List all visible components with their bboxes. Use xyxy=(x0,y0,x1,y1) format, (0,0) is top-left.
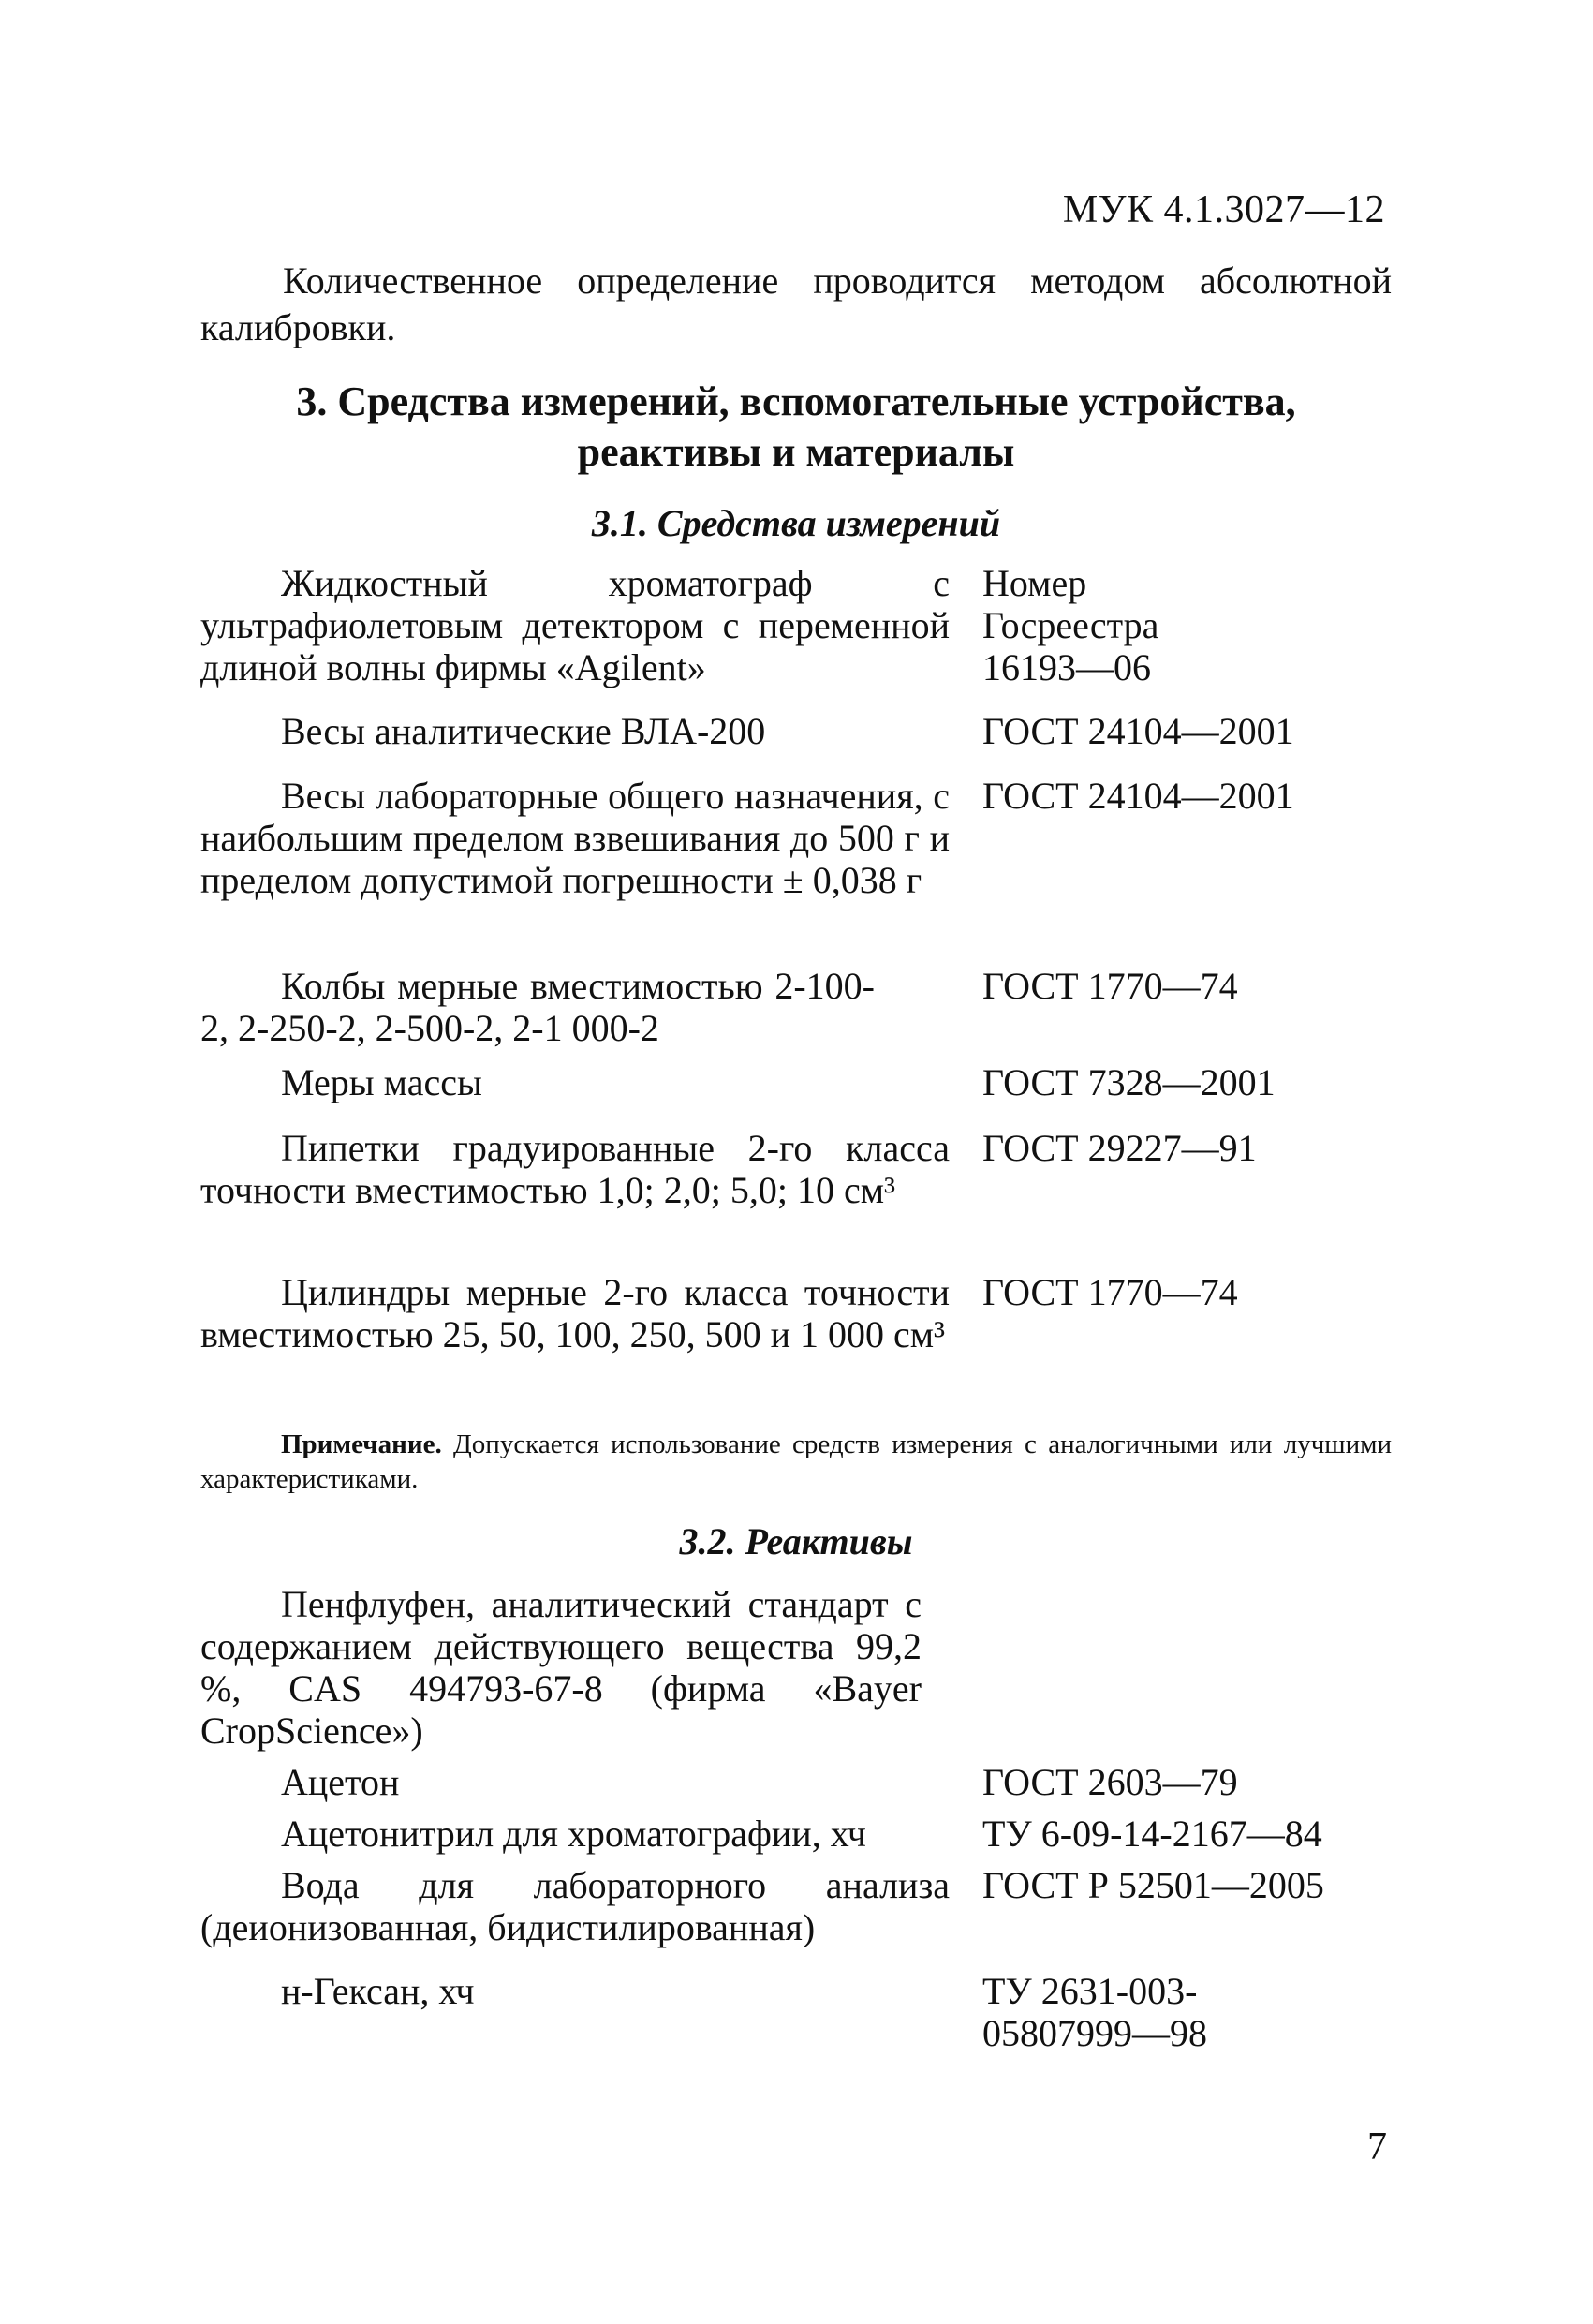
instrument-standard: ГОСТ 29227—91 xyxy=(982,1127,1257,1169)
subsection-title-measuring-instruments: 3.1. Средства измерений xyxy=(591,502,1001,544)
reagent-name: Пенфлуфен, аналитический стандарт с содержанием действующего вещества 99,2 %, CAS 494793-67-8 (фирма «Bayer CropScience») xyxy=(200,1583,922,1752)
subsection-title-reagents: 3.2. Реактивы xyxy=(679,1520,913,1562)
instrument-standard: ГОСТ 1770—74 xyxy=(982,965,1238,1007)
instrument-name: Пипетки градуированные 2-го класса точности вместимостью 1,0; 2,0; 5,0; 10 см³ xyxy=(200,1127,950,1211)
reagent-standard: ТУ 2631-003-05807999—98 xyxy=(982,1970,1207,2054)
instrument-name: Колбы мерные вместимостью 2-100-2, 2-250-2, 2-500-2, 2-1 000-2 xyxy=(200,965,875,1049)
instrument-standard: Номер Госреестра 16193—06 xyxy=(982,562,1159,688)
section-title xyxy=(200,377,1392,478)
reagent-standard: ГОСТ Р 52501—2005 xyxy=(982,1864,1324,1906)
note-paragraph xyxy=(200,1428,1392,1497)
intro-paragraph: Количественное определение проводится методом абсолютной калибровки. xyxy=(200,259,1392,348)
section-title-line-2: реактивы и материалы xyxy=(577,429,1015,475)
instrument-standard: ГОСТ 24104—2001 xyxy=(982,710,1294,752)
note-text: Допускается использование средств измерения с аналогичными или лучшими характеристиками. xyxy=(200,1429,1392,1494)
note-label: Примечание. xyxy=(281,1429,442,1459)
reagent-name: Ацетонитрил для хроматографии, хч xyxy=(281,1813,866,1855)
instrument-name: Весы аналитические ВЛА-200 xyxy=(281,710,766,752)
page-number: 7 xyxy=(1367,2125,1387,2169)
instrument-name: Весы лабораторные общего назначения, с наибольшим пределом взвешивания до 500 г и пределом допустимой погрешности ± 0,038 г xyxy=(200,775,950,901)
instrument-standard: ГОСТ 1770—74 xyxy=(982,1271,1238,1313)
instrument-name: Меры массы xyxy=(281,1061,482,1103)
reagent-standard: ГОСТ 2603—79 xyxy=(982,1761,1238,1803)
instrument-name: Цилиндры мерные 2-го класса точности вместимостью 25, 50, 100, 250, 500 и 1 000 см³ xyxy=(200,1271,950,1355)
instrument-name: Жидкостный хроматограф с ультрафиолетовым детектором с переменной длиной волны фирмы «Agilent» xyxy=(200,562,950,688)
reagent-standard: ТУ 6-09-14-2167—84 xyxy=(982,1813,1322,1855)
instrument-standard: ГОСТ 7328—2001 xyxy=(982,1061,1276,1103)
instrument-standard: ГОСТ 24104—2001 xyxy=(982,775,1294,817)
section-title-line-1: 3. Средства измерений, вспомогательные устройства, xyxy=(296,378,1296,424)
reagent-name: н-Гексан, хч xyxy=(281,1970,475,2012)
reagent-name: Вода для лабораторного анализа (деионизованная, бидистилированная) xyxy=(200,1864,950,1948)
document-code-header: МУК 4.1.3027—12 xyxy=(1062,188,1385,231)
reagent-name: Ацетон xyxy=(281,1761,400,1803)
